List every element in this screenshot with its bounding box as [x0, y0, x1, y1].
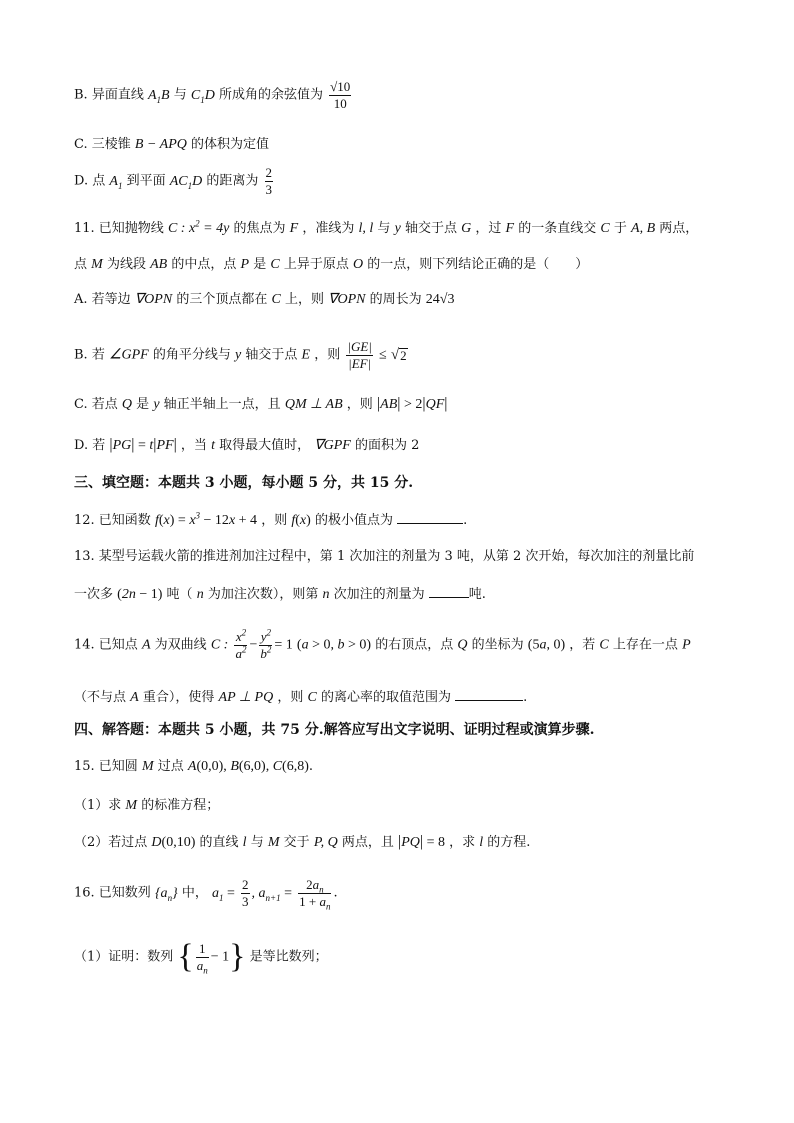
- answer-blank-q13[interactable]: [429, 585, 469, 598]
- distance-fraction: $\frac{2}{3}$: [265, 165, 273, 197]
- q11-option-b[interactable]: B. 若 ∠GPF 的角平分线与 y 轴交于点 E ，则 $\frac{|GE|}{|EF|}$ ≤ √ 2: [74, 339, 407, 371]
- q11-stem-line1: 11. 已知抛物线 C : $x^2 = 4y$ 的焦点为 F ，准线为 l, l 与 y 轴交于点 G ，过 F 的一条直线交 C 于 A, B 两点，: [74, 218, 699, 236]
- q10-option-c[interactable]: C. 三棱锥 B − APQ 的体积为定值: [74, 137, 270, 152]
- question-15-part-1: （1）求 M 的标准方程；: [74, 798, 220, 813]
- q11-stem-line2: 点 M 为线段 AB 的中点，点 P 是 C 上异于原点 O 的一点，则下列结论正确的是（ ）: [74, 257, 589, 272]
- question-16: 16. 已知数列 $\{a_n\}$ 中， $a_1$ = $\frac{2}{3}$ , $a_{n+1}$ = $\frac{2a_n}{1 + a_n}$ .: [74, 877, 338, 912]
- question-13-line1: 13. 某型号运载火箭的推进剂加注过程中，第 1 次加注的剂量为 3 吨，从第 2 次开始，每次加注的剂量比前: [74, 549, 695, 564]
- question-14-line1: 14. 已知点 A 为双曲线 C : $\frac{x^2}{a^2}$ − $\frac{y^2}{b^2}$ = 1 (a > 0, b > 0) 的右顶点，点 Q 的坐标为 (5a, 0) ，若 C 上存在一点 P: [74, 627, 691, 661]
- q10-option-b[interactable]: B. 异面直线 $A_1B$ 与 $C_1D$ 所成角的余弦值为 $\frac{√10}{10}$: [74, 79, 351, 111]
- question-13-line2: 一次多 (2n − 1) 吨（ n 为加注次数），则第 n 次加注的剂量为 吨.: [74, 587, 486, 602]
- section-3-heading: 三、填空题：本题共 3 小题，每小题 5 分，共 15 分.: [74, 475, 414, 491]
- question-15: 15. 已知圆 M 过点 A(0,0), B(6,0), C(6,8).: [74, 759, 314, 774]
- q10-option-d[interactable]: D. 点 $A_1$ 到平面 $AC_1D$ 的距离为 $\frac{2}{3}$: [74, 165, 273, 197]
- question-15-part-2: （2）若过点 D(0,10) 的直线 l 与 M 交于 P, Q 两点，且 |PQ| = 8 ，求 l 的方程.: [74, 833, 531, 850]
- q11-option-c[interactable]: C. 若点 Q 是 y 轴正半轴上一点，且 QM ⊥ AB ，则 |AB| > 2|QF|: [74, 395, 448, 412]
- question-12: 12. 已知函数 $f(x) = x^3 - 12x + 4$ ，则 f(x) 的极小值点为 .: [74, 510, 468, 528]
- q11-option-d[interactable]: D. 若 |PG| = t|PF| ，当 t 取得最大值时， ∇GPF 的面积为 2: [74, 436, 420, 453]
- answer-blank-q12[interactable]: [397, 511, 463, 524]
- question-14-line2: （不与点 A 重合），使得 AP ⊥ PQ ，则 C 的离心率的取值范围为 .: [74, 690, 528, 705]
- answer-blank-q14[interactable]: [455, 688, 523, 701]
- q11-option-a[interactable]: A. 若等边 ∇OPN 的三个顶点都在 C 上，则 ∇OPN 的周长为 24√3: [74, 292, 455, 307]
- cosine-value-fraction: $\frac{√10}{10}$: [330, 79, 351, 111]
- section-4-heading: 四、解答题：本题共 5 小题，共 75 分.解答应写出文字说明、证明过程或演算步骤.: [74, 722, 595, 738]
- question-16-part-1: （1）证明：数列 { $\frac{1}{a_n}$ − 1} 是等比数列；: [74, 938, 328, 976]
